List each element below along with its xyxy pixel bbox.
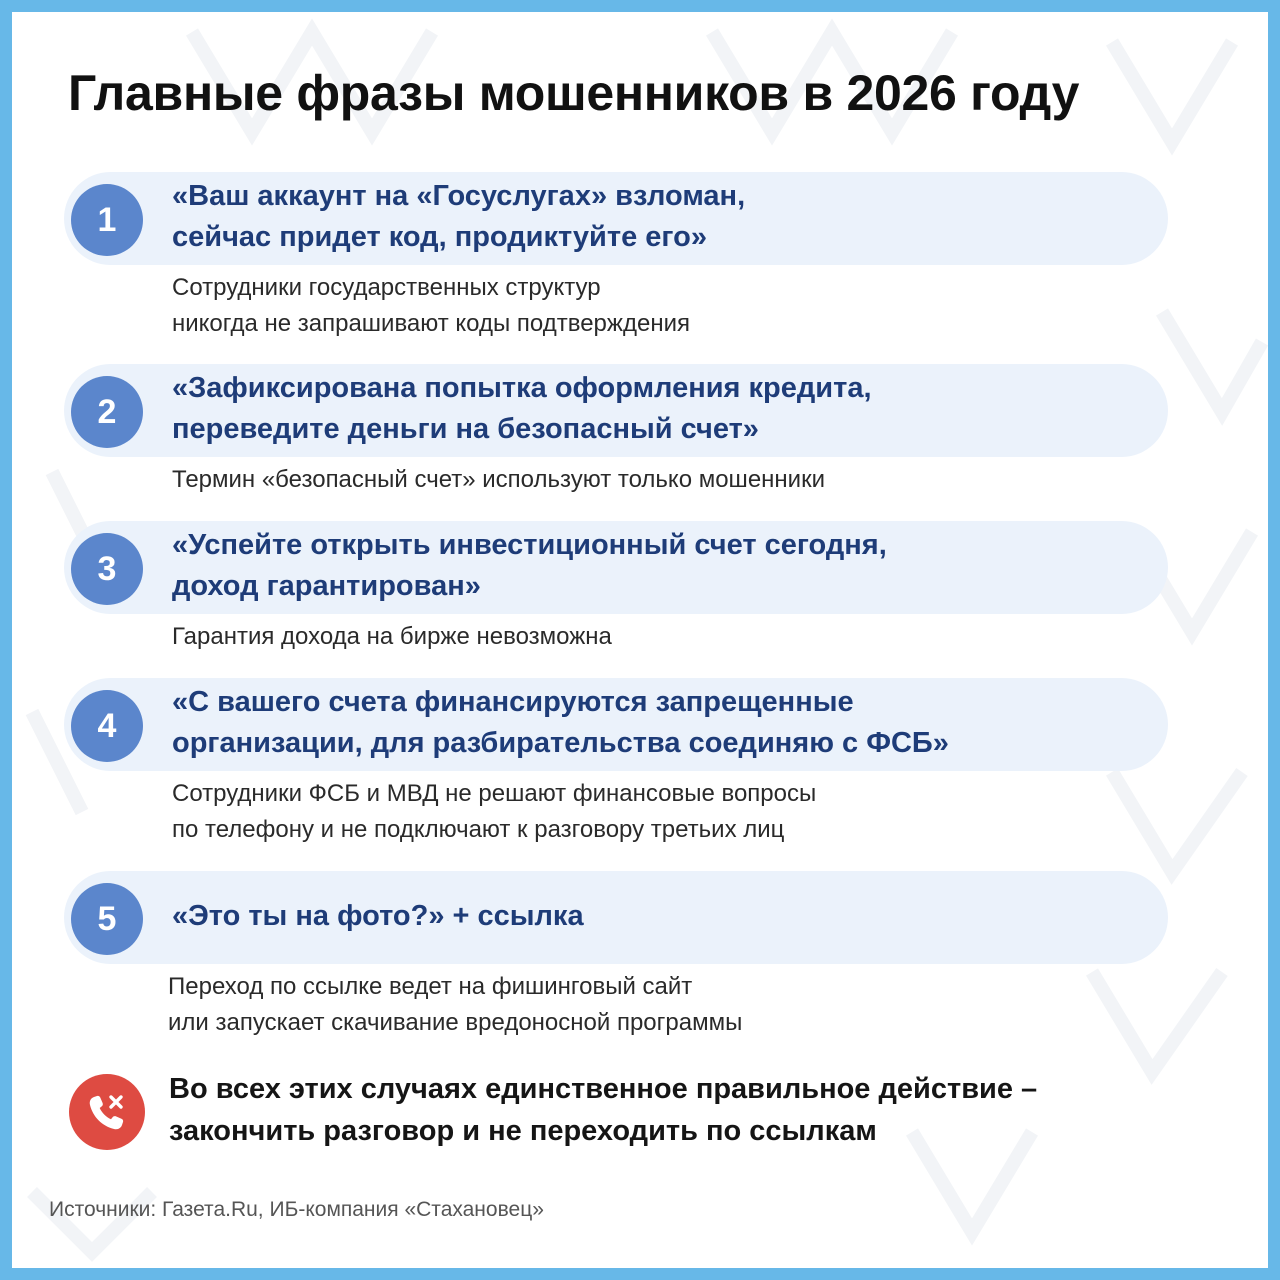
item-number-badge: 3 xyxy=(71,533,143,605)
page-title: Главные фразы мошенников в 2026 году xyxy=(68,65,1080,121)
explanation-note: Гарантия дохода на бирже невозможна xyxy=(172,623,612,650)
explanation-note: Сотрудники государственных структур никогда не запрашивают коды подтверждения xyxy=(172,274,690,337)
item-number-badge: 1 xyxy=(71,184,143,256)
infographic-card xyxy=(12,12,1268,1268)
item-number-badge: 4 xyxy=(71,690,143,762)
explanation-note: Сотрудники ФСБ и МВД не решают финансовые вопросы по телефону и не подключают к разговору третьих лиц xyxy=(172,780,817,843)
phone-cancel-icon xyxy=(69,1074,145,1150)
fraud-phrase: «Это ты на фото?» + ссылка xyxy=(172,900,584,932)
fraud-phrase: «Ваш аккаунт на «Госуслугах» взломан, сейчас придет код, продиктуйте его» xyxy=(172,180,746,253)
explanation-note: Термин «безопасный счет» используют только мошенники xyxy=(172,466,825,493)
source-credit: Источники: Газета.Ru, ИБ-компания «Стахановец» xyxy=(49,1198,544,1221)
phone-cancel-glyph xyxy=(84,1089,130,1135)
fraud-phrase: «Зафиксирована попытка оформления кредита, переведите деньги на безопасный счет» xyxy=(172,372,872,445)
fraud-phrase: «С вашего счета финансируются запрещенные организации, для разбирательства соединяю с ФСБ» xyxy=(172,686,949,759)
fraud-phrase: «Успейте открыть инвестиционный счет сегодня, доход гарантирован» xyxy=(172,529,887,602)
explanation-note: Переход по ссылке ведет на фишинговый сайт или запускает скачивание вредоносной программы xyxy=(168,973,743,1036)
item-number-badge: 2 xyxy=(71,376,143,448)
item-number-badge: 5 xyxy=(71,883,143,955)
conclusion-text: Во всех этих случаях единственное правильное действие – закончить разговор и не переходить по ссылкам xyxy=(169,1073,1038,1147)
